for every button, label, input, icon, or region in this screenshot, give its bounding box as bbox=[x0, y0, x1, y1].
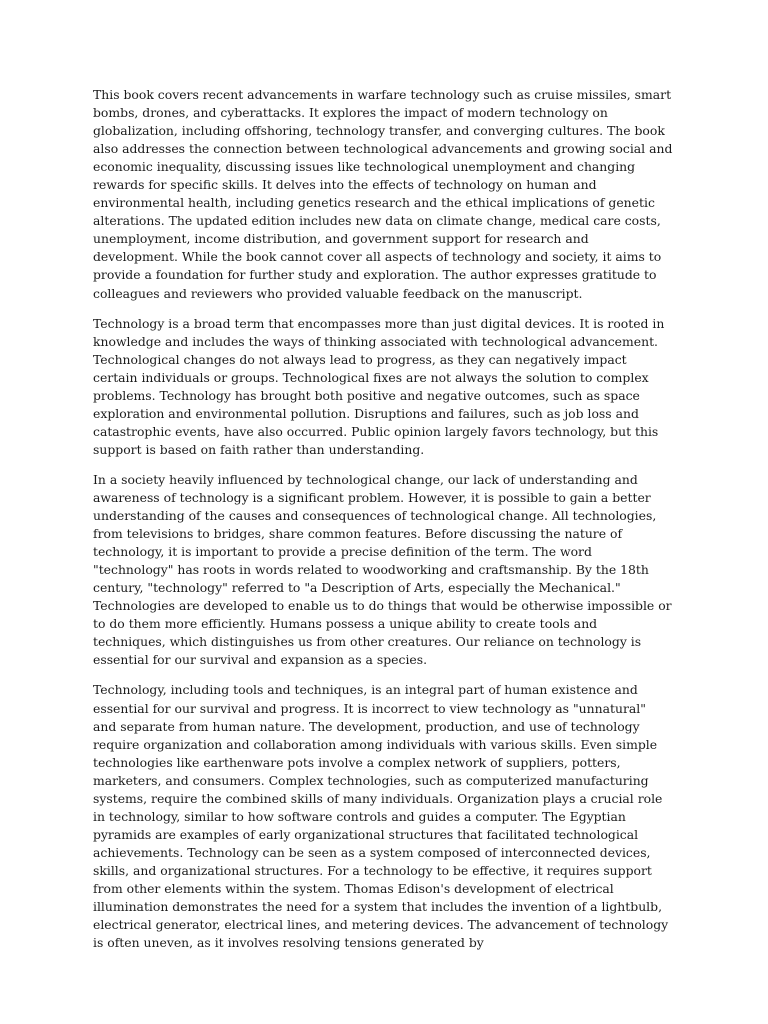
document-page bbox=[93, 86, 673, 964]
paragraph-4: Technology, including tools and techniques, is an integral part of human existence and essential for our survival and progress. It is incorrect to view technology as "unnatural" and separate from human nature. The development, production, and use of technology require organization and collaboration among individuals with various skills. Even simple technologies like earthenware pots involve a complex network of suppliers, potters, marketers, and consumers. Complex technologies, such as computerized manufacturing systems, require the combined skills of many individuals. Organization plays a crucial role in technology, similar to how software controls and guides a computer. The Egyptian pyramids are examples of early organizational structures that facilitated technological achievements. Technology can be seen as a system composed of interconnected devices, skills, and organizational structures. For a technology to be effective, it requires support from other elements within the system. Thomas Edison's development of electrical illumination demonstrates the need for a system that includes the invention of a lightbulb, electrical generator, electrical lines, and metering devices. The advancement of technology is often uneven, as it involves resolving tensions generated by bbox=[93, 682, 669, 951]
paragraph-3: In a society heavily influenced by technological change, our lack of understanding and awareness of technology is a significant problem. However, it is possible to gain a better understanding of the causes and consequences of technological change. All technologies, from televisions to bridges, share common features. Before discussing the nature of technology, it is important to provide a precise definition of the term. The word "technology" has roots in words related to woodworking and craftsmanship. By the 18th century, "technology" referred to "a Description of Arts, especially the Mechanical." Technologies are developed to enable us to do things that would be otherwise impossible or to do them more efficiently. Humans possess a unique ability to create tools and techniques, which distinguishes us from other creatures. Our reliance on technology is essential for our survival and expansion as a species. bbox=[93, 471, 672, 668]
paragraph-1: This book covers recent advancements in warfare technology such as cruise missiles, smart bombs, drones, and cyberattacks. It explores the impact of modern technology on globalization, including offshoring, technology transfer, and converging cultures. The book also addresses the connection between technological advancements and growing social and economic inequality, discussing issues like technological unemployment and changing rewards for specific skills. It delves into the effects of technology on human and environmental health, including genetics research and the ethical implications of genetic alterations. The updated edition includes new data on climate change, medical care costs, unemployment, income distribution, and government support for research and development. While the book cannot cover all aspects of technology and society, it aims to provide a foundation for further study and exploration. The author expresses gratitude to colleagues and reviewers who provided valuable feedback on the manuscript. bbox=[93, 87, 673, 301]
paragraph-2: Technology is a broad term that encompasses more than just digital devices. It is rooted in knowledge and includes the ways of thinking associated with technological advancement. Technological changes do not always lead to progress, as they can negatively impact certain individuals or groups. Technological fixes are not always the solution to complex problems. Technology has brought both positive and negative outcomes, such as space exploration and environmental pollution. Disruptions and failures, such as job loss and catastrophic events, have also occurred. Public opinion largely favors technology, but this support is based on faith rather than understanding. bbox=[93, 315, 665, 457]
